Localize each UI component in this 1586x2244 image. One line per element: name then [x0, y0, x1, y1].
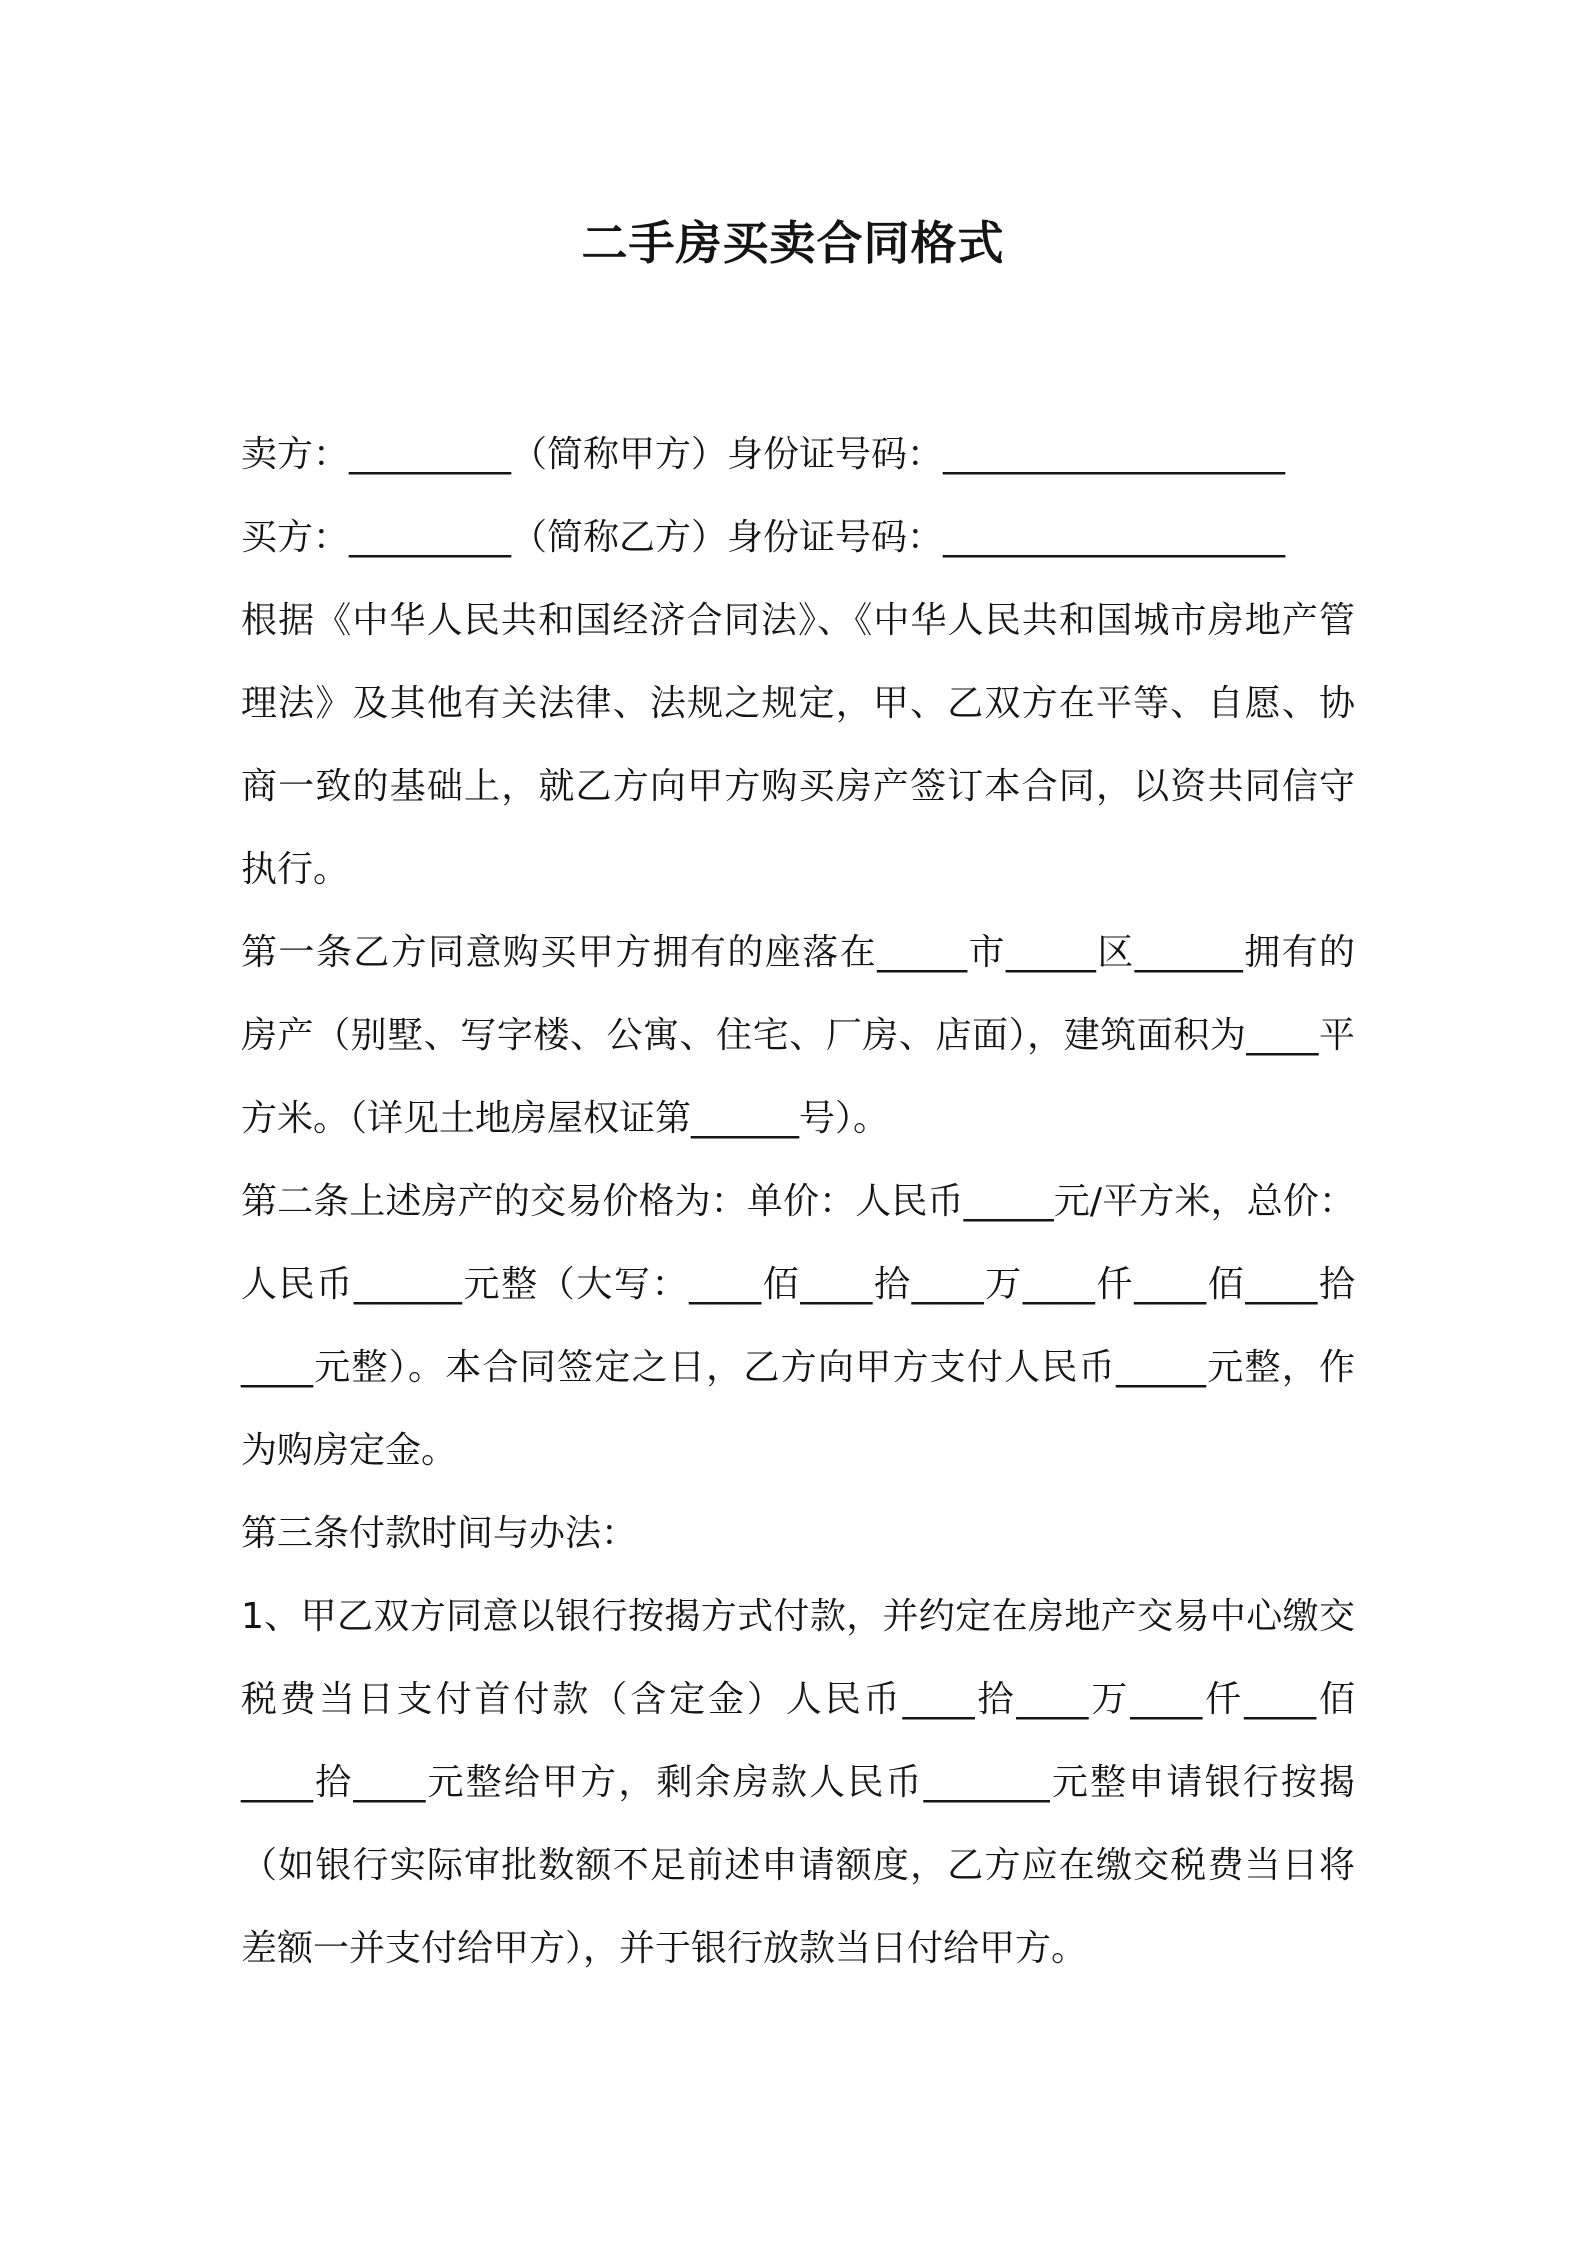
document-body — [241, 413, 1355, 1990]
preamble-paragraph: 根据《中华人民共和国经济合同法》、《中华人民共和国城市房地产管理法》及其他有关法律、法规之规定，甲、乙双方在平等、自愿、协商一致的基础上，就乙方向甲方购买房产签订本合同，以资共同信守执行。 — [241, 600, 1355, 890]
article-2-paragraph: 第二条上述房产的交易价格为：单价：人民币_____元/平方米，总价：人民币______元整（大写：____佰____拾____万____仟____佰____拾____元整）。本合同签定之日，乙方向甲方支付人民币_____元整，作为购房定金。 — [241, 1181, 1355, 1471]
article-1-paragraph: 第一条乙方同意购买甲方拥有的座落在_____市_____区______拥有的房产（别墅、写字楼、公寓、住宅、厂房、店面），建筑面积为____平方米。（详见土地房屋权证第______号）。 — [241, 932, 1355, 1139]
seller-line: 卖方：_________（简称甲方）身份证号码：___________________ — [241, 434, 1286, 475]
article-3-heading: 第三条付款时间与办法： — [241, 1513, 638, 1554]
buyer-line: 买方：_________（简称乙方）身份证号码：___________________ — [241, 517, 1286, 558]
document-title: 二手房买卖合同格式 — [581, 216, 1005, 270]
article-3-clause-1: 1、甲乙双方同意以银行按揭方式付款，并约定在房地产交易中心缴交税费当日支付首付款（含定金）人民币____拾____万____仟____佰____拾____元整给甲方，剩余房款人民币_______元整申请银行按揭（如银行实际审批数额不足前述申请额度，乙方应在缴交税费当日将差额一并支付给甲方），并于银行放款当日付给甲方。 — [241, 1596, 1355, 1969]
